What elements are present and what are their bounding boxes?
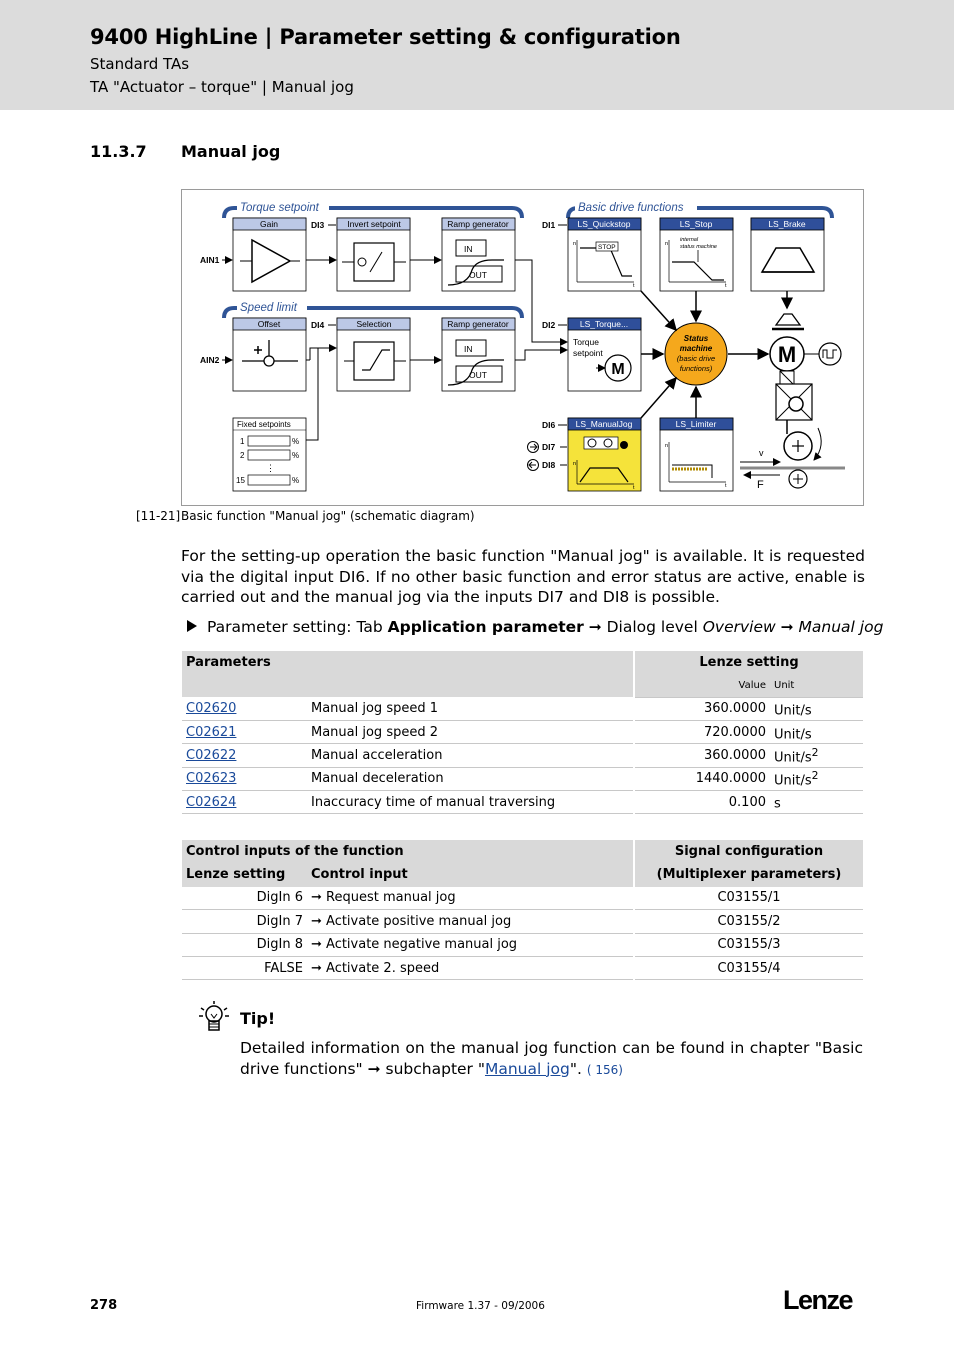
page-header xyxy=(0,0,954,110)
svg-text:setpoint: setpoint xyxy=(573,348,603,358)
param-header-lenze: Lenze setting xyxy=(634,651,863,674)
svg-text:1: 1 xyxy=(240,437,245,446)
selection-label: Selection xyxy=(356,319,392,329)
table-row: C02622 Manual acceleration 360.0000 Unit/$s^2$ xyxy=(182,744,863,767)
table-row: C02624 Inaccuracy time of manual traversing 0.100 s xyxy=(182,790,863,813)
param-table-header xyxy=(182,651,863,674)
svg-text:F: F xyxy=(757,479,764,491)
table-row: DigIn 6 ➞ Request manual jog C03155/1 xyxy=(182,887,863,910)
svg-text:⋮: ⋮ xyxy=(266,463,275,473)
parameter-setting-bullet: Parameter setting: Tab Application parameter ➞ Dialog level Overview ➞ Manual jog xyxy=(187,618,883,636)
schematic-diagram xyxy=(181,189,864,506)
dialog-level: Overview xyxy=(702,618,776,636)
svg-text:t: t xyxy=(633,283,635,289)
figure-caption: Basic function "Manual jog" (schematic diagram) xyxy=(181,509,475,523)
ls-limiter-label: LS_Limiter xyxy=(675,419,717,429)
param-header-unit: Unit xyxy=(770,674,863,697)
svg-text:15: 15 xyxy=(236,476,245,485)
control-header-multiplexer: (Multiplexer parameters) xyxy=(634,863,863,886)
param-link-c02622[interactable]: C02622 xyxy=(186,748,237,764)
svg-text:(basic drive: (basic drive xyxy=(676,354,716,363)
tab-name: Application parameter xyxy=(387,618,584,636)
section-subtitle: TA "Actuator – torque" | Manual jog xyxy=(90,78,354,96)
table-row: C02623 Manual deceleration 1440.0000 Unit/$s^2$ xyxy=(182,767,863,790)
section-number: 11.3.7 xyxy=(90,142,147,161)
page-number: 278 xyxy=(90,1298,118,1313)
di3-label: DI3 xyxy=(311,220,325,230)
di1-label: DI1 xyxy=(542,220,556,230)
document-title: 9400 HighLine | Parameter setting & configuration xyxy=(90,25,681,49)
table-row: FALSE ➞ Activate 2. speed C03155/4 xyxy=(182,956,863,979)
lenze-logo: Lenze xyxy=(783,1285,853,1315)
svg-text:%: % xyxy=(292,476,300,485)
param-header-parameters: Parameters xyxy=(182,651,634,674)
chapter-subtitle: Standard TAs xyxy=(90,55,190,73)
parameter-table xyxy=(182,651,863,814)
svg-text:machine: machine xyxy=(679,344,713,353)
control-header-input: Control input xyxy=(307,863,634,886)
di4-label: DI4 xyxy=(311,320,325,330)
svg-text:t: t xyxy=(725,483,727,489)
firmware-version: Firmware 1.37 - 09/2006 xyxy=(416,1300,545,1312)
table-row: DigIn 7 ➞ Activate positive manual jog C03155/2 xyxy=(182,910,863,933)
di6-label: DI6 xyxy=(542,420,556,430)
encoder-icon xyxy=(819,343,841,365)
figure-number: [11-21] xyxy=(136,509,181,523)
ramp1-label: Ramp generator xyxy=(447,219,509,229)
svg-text:M: M xyxy=(777,342,797,367)
svg-text:internal: internal xyxy=(680,237,699,243)
control-inputs-table xyxy=(182,840,863,980)
schematic-svg xyxy=(182,190,865,507)
basic-group-label: Basic drive functions xyxy=(578,202,684,214)
tip-title: Tip! xyxy=(240,1009,276,1028)
svg-text:Status: Status xyxy=(683,334,709,343)
invert-label: Invert setpoint xyxy=(347,219,401,229)
svg-text:status machine: status machine xyxy=(680,244,717,250)
ramp2-in: IN xyxy=(464,344,473,354)
ls-manualjog-label: LS_ManualJog xyxy=(575,419,633,429)
svg-text:functions): functions) xyxy=(679,364,713,373)
ain2-label: AIN2 xyxy=(200,355,220,365)
svg-text:%: % xyxy=(292,437,300,446)
svg-text:2: 2 xyxy=(240,451,245,460)
speed-group-label: Speed limit xyxy=(240,302,297,314)
svg-text:n: n xyxy=(665,443,669,449)
section-title: Manual jog xyxy=(181,142,281,161)
param-link-c02624[interactable]: C02624 xyxy=(186,794,237,810)
param-link-c02623[interactable]: C02623 xyxy=(186,771,237,787)
control-header-title: Control inputs of the function xyxy=(182,840,634,863)
table-row: DigIn 8 ➞ Activate negative manual jog C03155/3 xyxy=(182,933,863,956)
tip-text: Detailed information on the manual jog function can be found in chapter "Basic drive functions" ➞ subchapter "Manual jog". ( 156) xyxy=(240,1039,863,1078)
svg-text:n: n xyxy=(665,241,669,247)
di2-label: DI2 xyxy=(542,320,556,330)
fixed-label: Fixed setpoints xyxy=(237,420,291,429)
param-link-c02620[interactable]: C02620 xyxy=(186,701,237,717)
ls-stop-label: LS_Stop xyxy=(679,219,713,229)
ramp2-out: OUT xyxy=(469,370,487,380)
ramp1-out: OUT xyxy=(469,270,487,280)
offset-label: Offset xyxy=(257,319,281,329)
ramp2-label: Ramp generator xyxy=(447,319,509,329)
gain-label: Gain xyxy=(260,219,278,229)
param-link-c02621[interactable]: C02621 xyxy=(186,724,237,740)
svg-text:STOP: STOP xyxy=(598,244,616,251)
svg-text:%: % xyxy=(292,451,300,460)
ramp1-in: IN xyxy=(464,244,473,254)
torque-motor-icon: M xyxy=(611,361,625,378)
page-reference-link[interactable]: ( 156) xyxy=(586,1062,623,1077)
bullet-triangle-icon xyxy=(187,620,197,632)
di8-label: DI8 xyxy=(542,460,556,470)
lightbulb-icon xyxy=(196,1000,232,1034)
param-header-value: Value xyxy=(634,674,770,697)
control-header-signal: Signal configuration xyxy=(634,840,863,863)
ain1-label: AIN1 xyxy=(200,255,220,265)
torque-group-label: Torque setpoint xyxy=(240,202,319,214)
intro-paragraph: For the setting-up operation the basic function "Manual jog" is available. It is requested via the digital input DI6. If no other basic function and error status are active, enable is carried out and the manual jog via the inputs DI7 and DI8 is possible. xyxy=(181,547,865,606)
svg-text:n: n xyxy=(573,461,577,467)
manual-jog-link[interactable]: Manual jog xyxy=(484,1059,570,1078)
table-row: C02620 Manual jog speed 1 360.0000 Unit/s xyxy=(182,697,863,720)
ls-brake-label: LS_Brake xyxy=(768,219,806,229)
svg-text:t: t xyxy=(633,485,635,491)
svg-text:n: n xyxy=(573,241,577,247)
ls-quickstop-label: LS_Quickstop xyxy=(577,219,631,229)
dialog-level-sub: Manual jog xyxy=(798,618,884,636)
svg-text:v: v xyxy=(759,448,764,458)
table-row: C02621 Manual jog speed 2 720.0000 Unit/s xyxy=(182,721,863,744)
ls-torque-label: LS_Torque... xyxy=(579,319,629,329)
di7-label: DI7 xyxy=(542,442,556,452)
svg-text:t: t xyxy=(725,283,727,289)
svg-text:Torque: Torque xyxy=(573,337,599,347)
control-header-lenze: Lenze setting xyxy=(182,863,307,886)
